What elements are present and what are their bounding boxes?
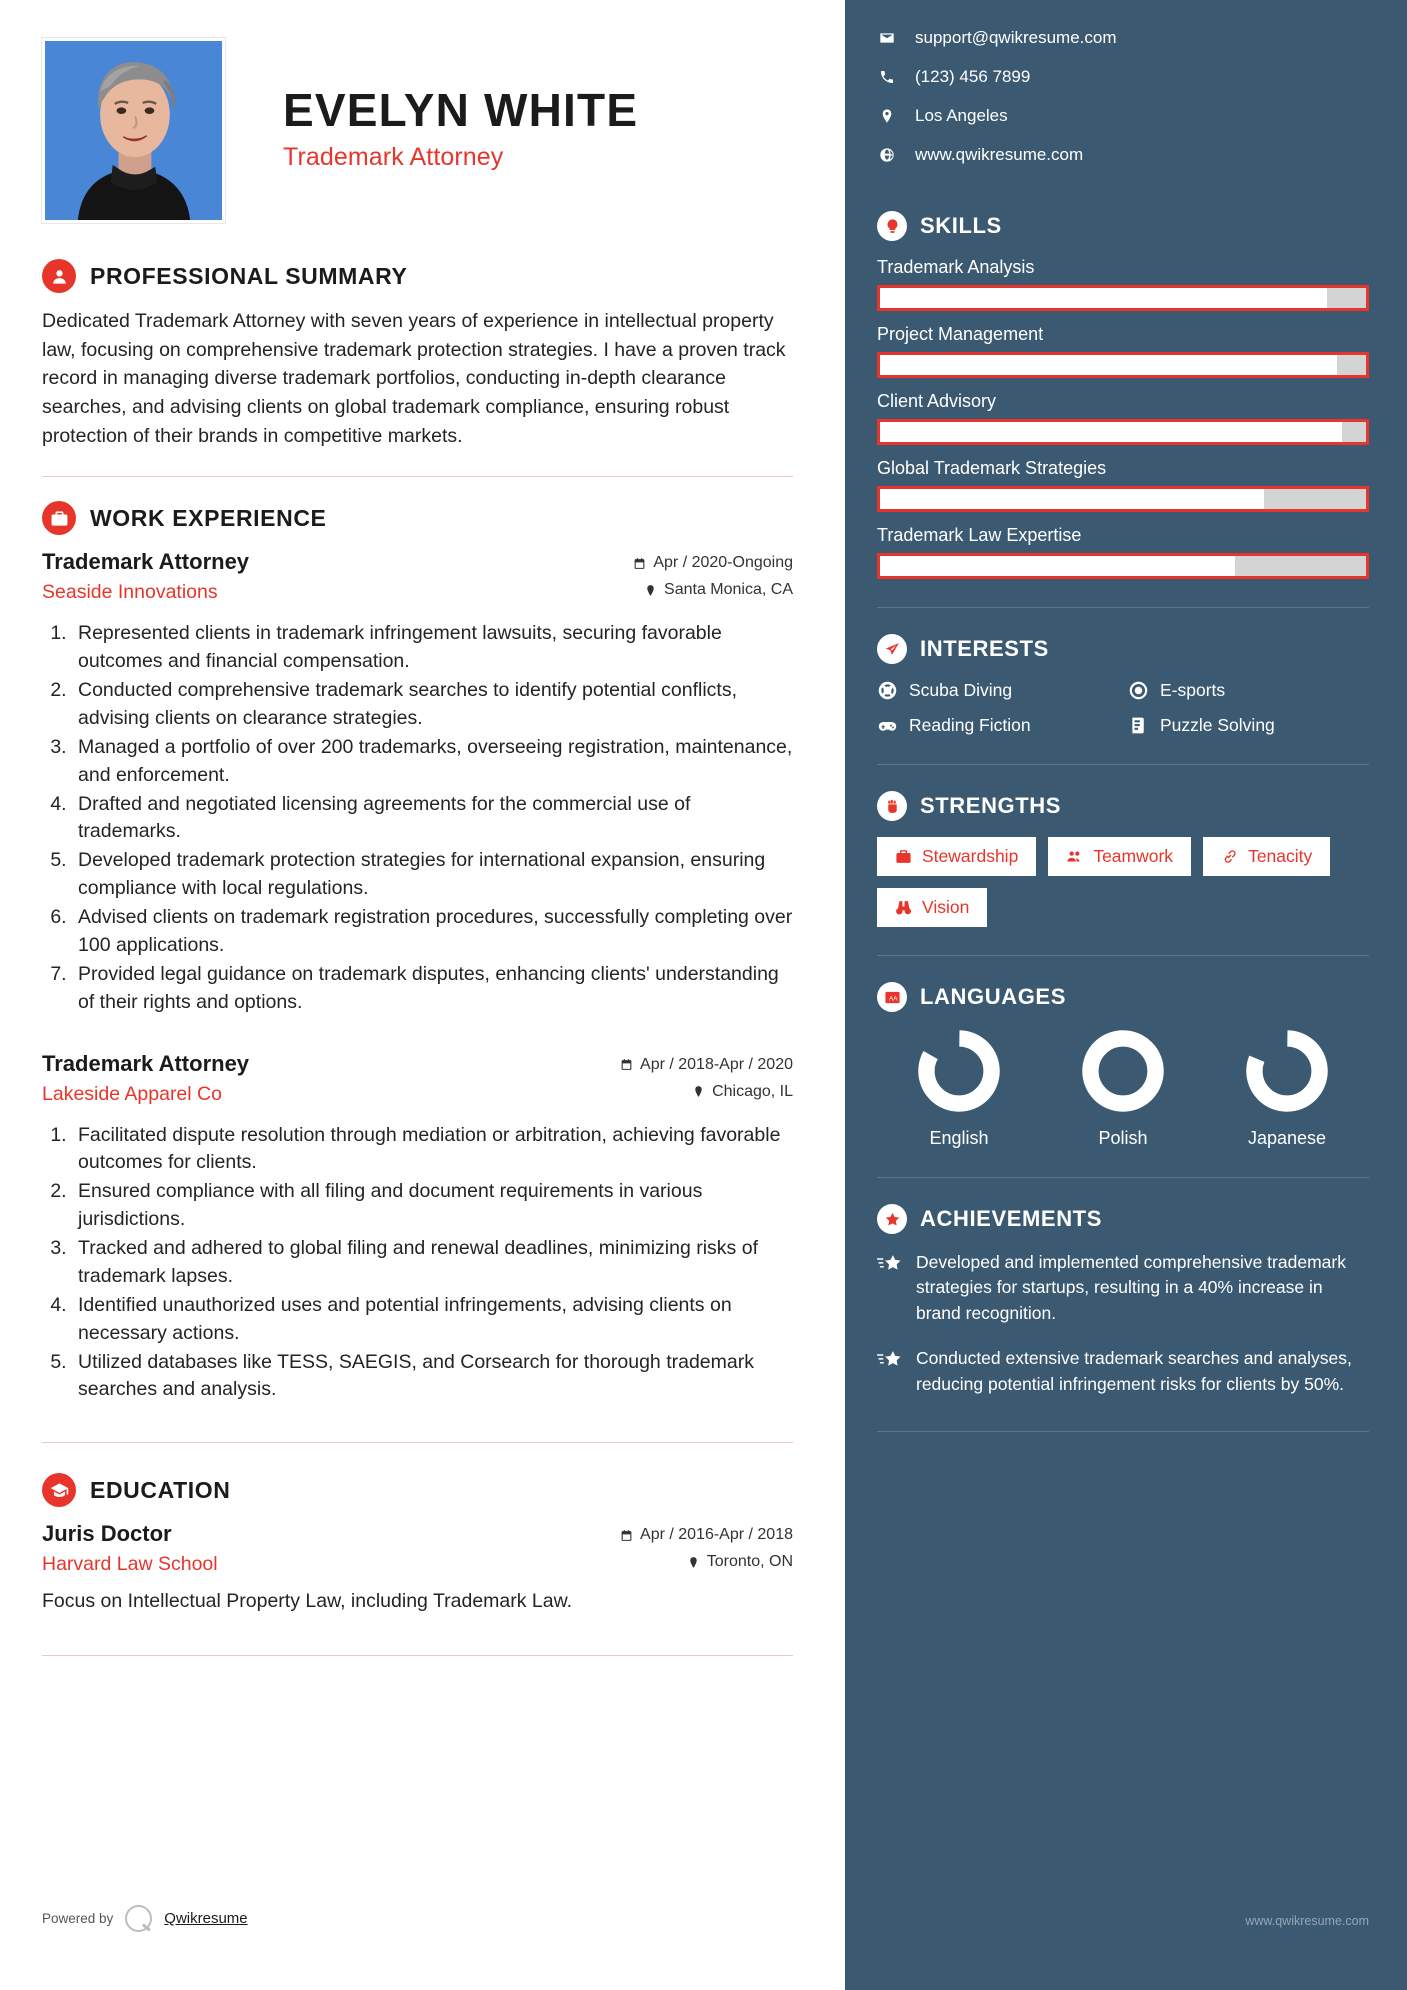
list-item: 4. Drafted and negotiated licensing agreements for the commercial use of trademarks. xyxy=(72,791,793,847)
list-item: 6. Advised clients on trademark registration procedures, successfully completing over 100 applications. xyxy=(72,904,793,960)
list-item: 4. Identified unauthorized uses and potential infringements, advising clients on necessary actions. xyxy=(72,1292,793,1348)
skill-label: Trademark Analysis xyxy=(877,257,1035,277)
lightbulb-icon xyxy=(877,211,907,241)
footer-branding xyxy=(42,1905,248,1932)
puzzle-icon xyxy=(1128,715,1149,736)
job-bullet-list xyxy=(72,1122,793,1405)
language-donut-chart xyxy=(916,1028,1002,1114)
job-location xyxy=(633,581,793,599)
skill-progress-fill xyxy=(880,556,1235,576)
section-header-summary xyxy=(42,259,793,293)
language-donut-chart xyxy=(1244,1028,1330,1114)
language-item xyxy=(899,1028,1019,1149)
location-pin-icon xyxy=(687,1556,700,1569)
skill-progress-bar xyxy=(877,553,1369,579)
list-item: 3. Tracked and adhered to global filing and renewal deadlines, minimizing risks of trademark lapses. xyxy=(72,1235,793,1291)
section-title-summary: PROFESSIONAL SUMMARY xyxy=(90,262,408,289)
divider xyxy=(877,764,1369,765)
sidebar xyxy=(845,0,1407,1990)
interest-item xyxy=(877,715,1118,736)
strength-tag xyxy=(1203,837,1330,876)
language-donut-chart xyxy=(1080,1028,1166,1114)
language-label: Polish xyxy=(1098,1128,1148,1148)
strength-label: Stewardship xyxy=(922,846,1019,866)
section-title-skills: SKILLS xyxy=(920,213,1002,238)
phone-icon xyxy=(877,69,897,85)
name-block xyxy=(283,38,638,172)
qwikresume-link[interactable]: Qwikresume xyxy=(164,1910,248,1927)
binoculars-icon xyxy=(895,899,912,916)
translate-icon xyxy=(877,982,907,1012)
gamepad-icon xyxy=(877,715,898,736)
user-circle-icon xyxy=(42,259,76,293)
experience-entry xyxy=(42,549,793,1016)
list-item: 2. Conducted comprehensive trademark searches to identify potential conflicts, advising clients on clearance strategies. xyxy=(72,677,793,733)
job-company: Lakeside Apparel Co xyxy=(42,1082,222,1105)
section-header-skills xyxy=(877,211,1369,241)
list-item: 2. Ensured compliance with all filing and document requirements in various jurisdictions. xyxy=(72,1178,793,1234)
strengths-list xyxy=(877,837,1369,927)
svg-text:A: A xyxy=(888,994,893,1002)
skill-item xyxy=(877,458,1369,512)
achievement-text: Conducted extensive trademark searches and analyses, reducing potential infringement risks for clients by 50%. xyxy=(916,1348,1352,1394)
people-icon xyxy=(1066,848,1083,865)
svg-text:A: A xyxy=(892,994,897,1002)
achievement-item xyxy=(877,1250,1369,1326)
language-item xyxy=(1063,1028,1183,1149)
education-dates xyxy=(620,1526,793,1544)
contact-email[interactable] xyxy=(877,28,1369,48)
link-icon xyxy=(1221,848,1238,865)
divider xyxy=(877,607,1369,608)
interests-list xyxy=(877,680,1369,736)
strength-label: Teamwork xyxy=(1093,846,1174,866)
resume-header xyxy=(42,38,793,223)
calendar-icon xyxy=(620,1058,633,1071)
skill-item xyxy=(877,324,1369,378)
list-item: 1. Represented clients in trademark infringement lawsuits, securing favorable outcomes and financial compensation. xyxy=(72,620,793,676)
section-header-languages xyxy=(877,982,1369,1012)
interest-item xyxy=(1128,715,1369,736)
raised-fist-icon xyxy=(877,791,907,821)
skill-progress-fill xyxy=(880,422,1342,442)
section-title-experience: WORK EXPERIENCE xyxy=(90,504,327,531)
job-location-text: Chicago, IL xyxy=(712,1082,793,1100)
language-label: Japanese xyxy=(1247,1128,1327,1148)
job-role: Trademark Attorney xyxy=(42,549,250,575)
education-dates-text: Apr / 2016-Apr / 2018 xyxy=(640,1526,793,1544)
skill-progress-bar xyxy=(877,352,1369,378)
shooting-star-icon xyxy=(877,1346,903,1397)
briefcase-icon xyxy=(42,501,76,535)
divider xyxy=(877,955,1369,956)
divider xyxy=(42,1442,793,1443)
experience-entry xyxy=(42,1051,793,1405)
skill-progress-fill xyxy=(880,355,1337,375)
section-header-achievements xyxy=(877,1204,1369,1234)
skill-progress-fill xyxy=(880,288,1327,308)
section-header-strengths xyxy=(877,791,1369,821)
skill-item xyxy=(877,257,1369,311)
education-note: Focus on Intellectual Property Law, including Trademark Law. xyxy=(42,1590,573,1613)
globe-icon xyxy=(877,147,897,163)
list-item: 3. Managed a portfolio of over 200 trademarks, overseeing registration, maintenance, and enforcement. xyxy=(72,734,793,790)
education-location-text: Toronto, ON xyxy=(706,1553,793,1571)
location-pin-icon xyxy=(877,108,897,124)
job-dates-text: Apr / 2018-Apr / 2020 xyxy=(640,1055,793,1073)
section-header-interests xyxy=(877,634,1369,664)
location-pin-icon xyxy=(644,584,657,597)
job-role: Trademark Attorney xyxy=(42,1050,250,1076)
skill-label: Trademark Law Expertise xyxy=(877,525,1082,545)
job-dates xyxy=(620,1056,793,1074)
paper-plane-icon xyxy=(877,634,907,664)
skill-item xyxy=(877,525,1369,579)
list-item: 5. Developed trademark protection strategies for international expansion, ensuring compliance with local regulations. xyxy=(72,847,793,903)
interest-label: E-sports xyxy=(1160,680,1226,700)
job-location-text: Santa Monica, CA xyxy=(664,581,793,599)
achievement-text: Developed and implemented comprehensive trademark strategies for startups, resulting in a 40% increase in brand recognition. xyxy=(916,1252,1346,1323)
contact-website-text: www.qwikresume.com xyxy=(915,145,1084,164)
education-location xyxy=(620,1553,793,1571)
contact-website[interactable] xyxy=(877,145,1369,165)
interest-item xyxy=(877,680,1118,701)
contact-location-text: Los Angeles xyxy=(915,106,1008,125)
calendar-icon xyxy=(620,1529,633,1542)
contact-email-text: support@qwikresume.com xyxy=(915,28,1117,47)
calendar-icon xyxy=(633,557,646,570)
strength-tag xyxy=(877,837,1036,876)
section-header-experience xyxy=(42,501,793,535)
interest-label: Reading Fiction xyxy=(909,715,1031,735)
contact-phone-text: (123) 456 7899 xyxy=(915,67,1031,86)
list-item: 1. Facilitated dispute resolution through mediation or arbitration, achieving favorable outcomes for clients. xyxy=(72,1122,793,1178)
contact-list xyxy=(877,28,1369,165)
page-title: EVELYN WHITE xyxy=(283,84,639,136)
skills-list xyxy=(877,257,1369,579)
sidebar-footer-url: www.qwikresume.com xyxy=(1245,1914,1369,1928)
languages-list xyxy=(877,1028,1369,1149)
shooting-star-icon xyxy=(877,1250,903,1326)
strength-label: Vision xyxy=(922,897,970,917)
location-pin-icon xyxy=(692,1085,705,1098)
strength-tag xyxy=(1048,837,1191,876)
powered-by-label: Powered by xyxy=(42,1911,114,1926)
section-title-strengths: STRENGTHS xyxy=(920,793,1062,818)
school-name: Harvard Law School xyxy=(42,1553,218,1576)
star-badge-icon xyxy=(877,1204,907,1234)
divider xyxy=(42,476,793,477)
interest-label: Scuba Diving xyxy=(909,680,1013,700)
job-location xyxy=(620,1083,793,1101)
degree-name: Juris Doctor xyxy=(42,1521,172,1547)
section-title-achievements: ACHIEVEMENTS xyxy=(920,1206,1102,1231)
summary-text: Dedicated Trademark Attorney with seven years of experience in intellectual property law, focusing on comprehensive trademark protection strategies. I have a proven track record in managing diverse trademark portfolios, conducting in-depth clearance searches, and advising clients on global trademark compliance, ensuring robust protection of their brands in competitive markets. xyxy=(42,310,786,447)
qwikresume-logo-icon xyxy=(125,1905,152,1932)
interest-label: Puzzle Solving xyxy=(1160,715,1275,735)
divider xyxy=(42,1655,793,1656)
skill-label: Client Advisory xyxy=(877,391,997,411)
job-bullet-list xyxy=(72,620,793,1016)
skill-progress-bar xyxy=(877,285,1369,311)
strength-label: Tenacity xyxy=(1248,846,1313,866)
achievement-item xyxy=(877,1346,1369,1397)
life-ring-icon xyxy=(877,680,898,701)
list-item: 7. Provided legal guidance on trademark disputes, enhancing clients' understanding of their rights and options. xyxy=(72,961,793,1017)
job-company: Seaside Innovations xyxy=(42,581,218,604)
section-title-interests: INTERESTS xyxy=(920,636,1049,661)
skill-item xyxy=(877,391,1369,445)
section-header-education xyxy=(42,1473,793,1507)
skill-progress-bar xyxy=(877,486,1369,512)
language-item xyxy=(1227,1028,1347,1149)
graduation-cap-icon xyxy=(42,1473,76,1507)
divider xyxy=(877,1177,1369,1178)
briefcase-icon xyxy=(895,848,912,865)
email-icon xyxy=(877,30,897,46)
education-entry xyxy=(42,1521,793,1613)
target-icon xyxy=(1128,680,1149,701)
section-title-education: EDUCATION xyxy=(90,1476,231,1503)
skill-label: Global Trademark Strategies xyxy=(877,458,1107,478)
strength-tag xyxy=(877,888,987,927)
achievements-list xyxy=(877,1250,1369,1397)
job-title: Trademark Attorney xyxy=(283,143,504,172)
list-item: 5. Utilized databases like TESS, SAEGIS, and Corsearch for thorough trademark searches and analysis. xyxy=(72,1349,793,1405)
contact-location xyxy=(877,106,1369,126)
language-label: English xyxy=(929,1128,989,1148)
job-dates xyxy=(633,554,793,572)
skill-progress-bar xyxy=(877,419,1369,445)
section-title-languages: LANGUAGES xyxy=(920,984,1066,1009)
job-dates-text: Apr / 2020-Ongoing xyxy=(653,554,793,572)
skill-label: Project Management xyxy=(877,324,1044,344)
avatar xyxy=(42,38,225,223)
skill-progress-fill xyxy=(880,489,1264,509)
interest-item xyxy=(1128,680,1369,701)
contact-phone[interactable] xyxy=(877,67,1369,87)
divider xyxy=(877,1431,1369,1432)
